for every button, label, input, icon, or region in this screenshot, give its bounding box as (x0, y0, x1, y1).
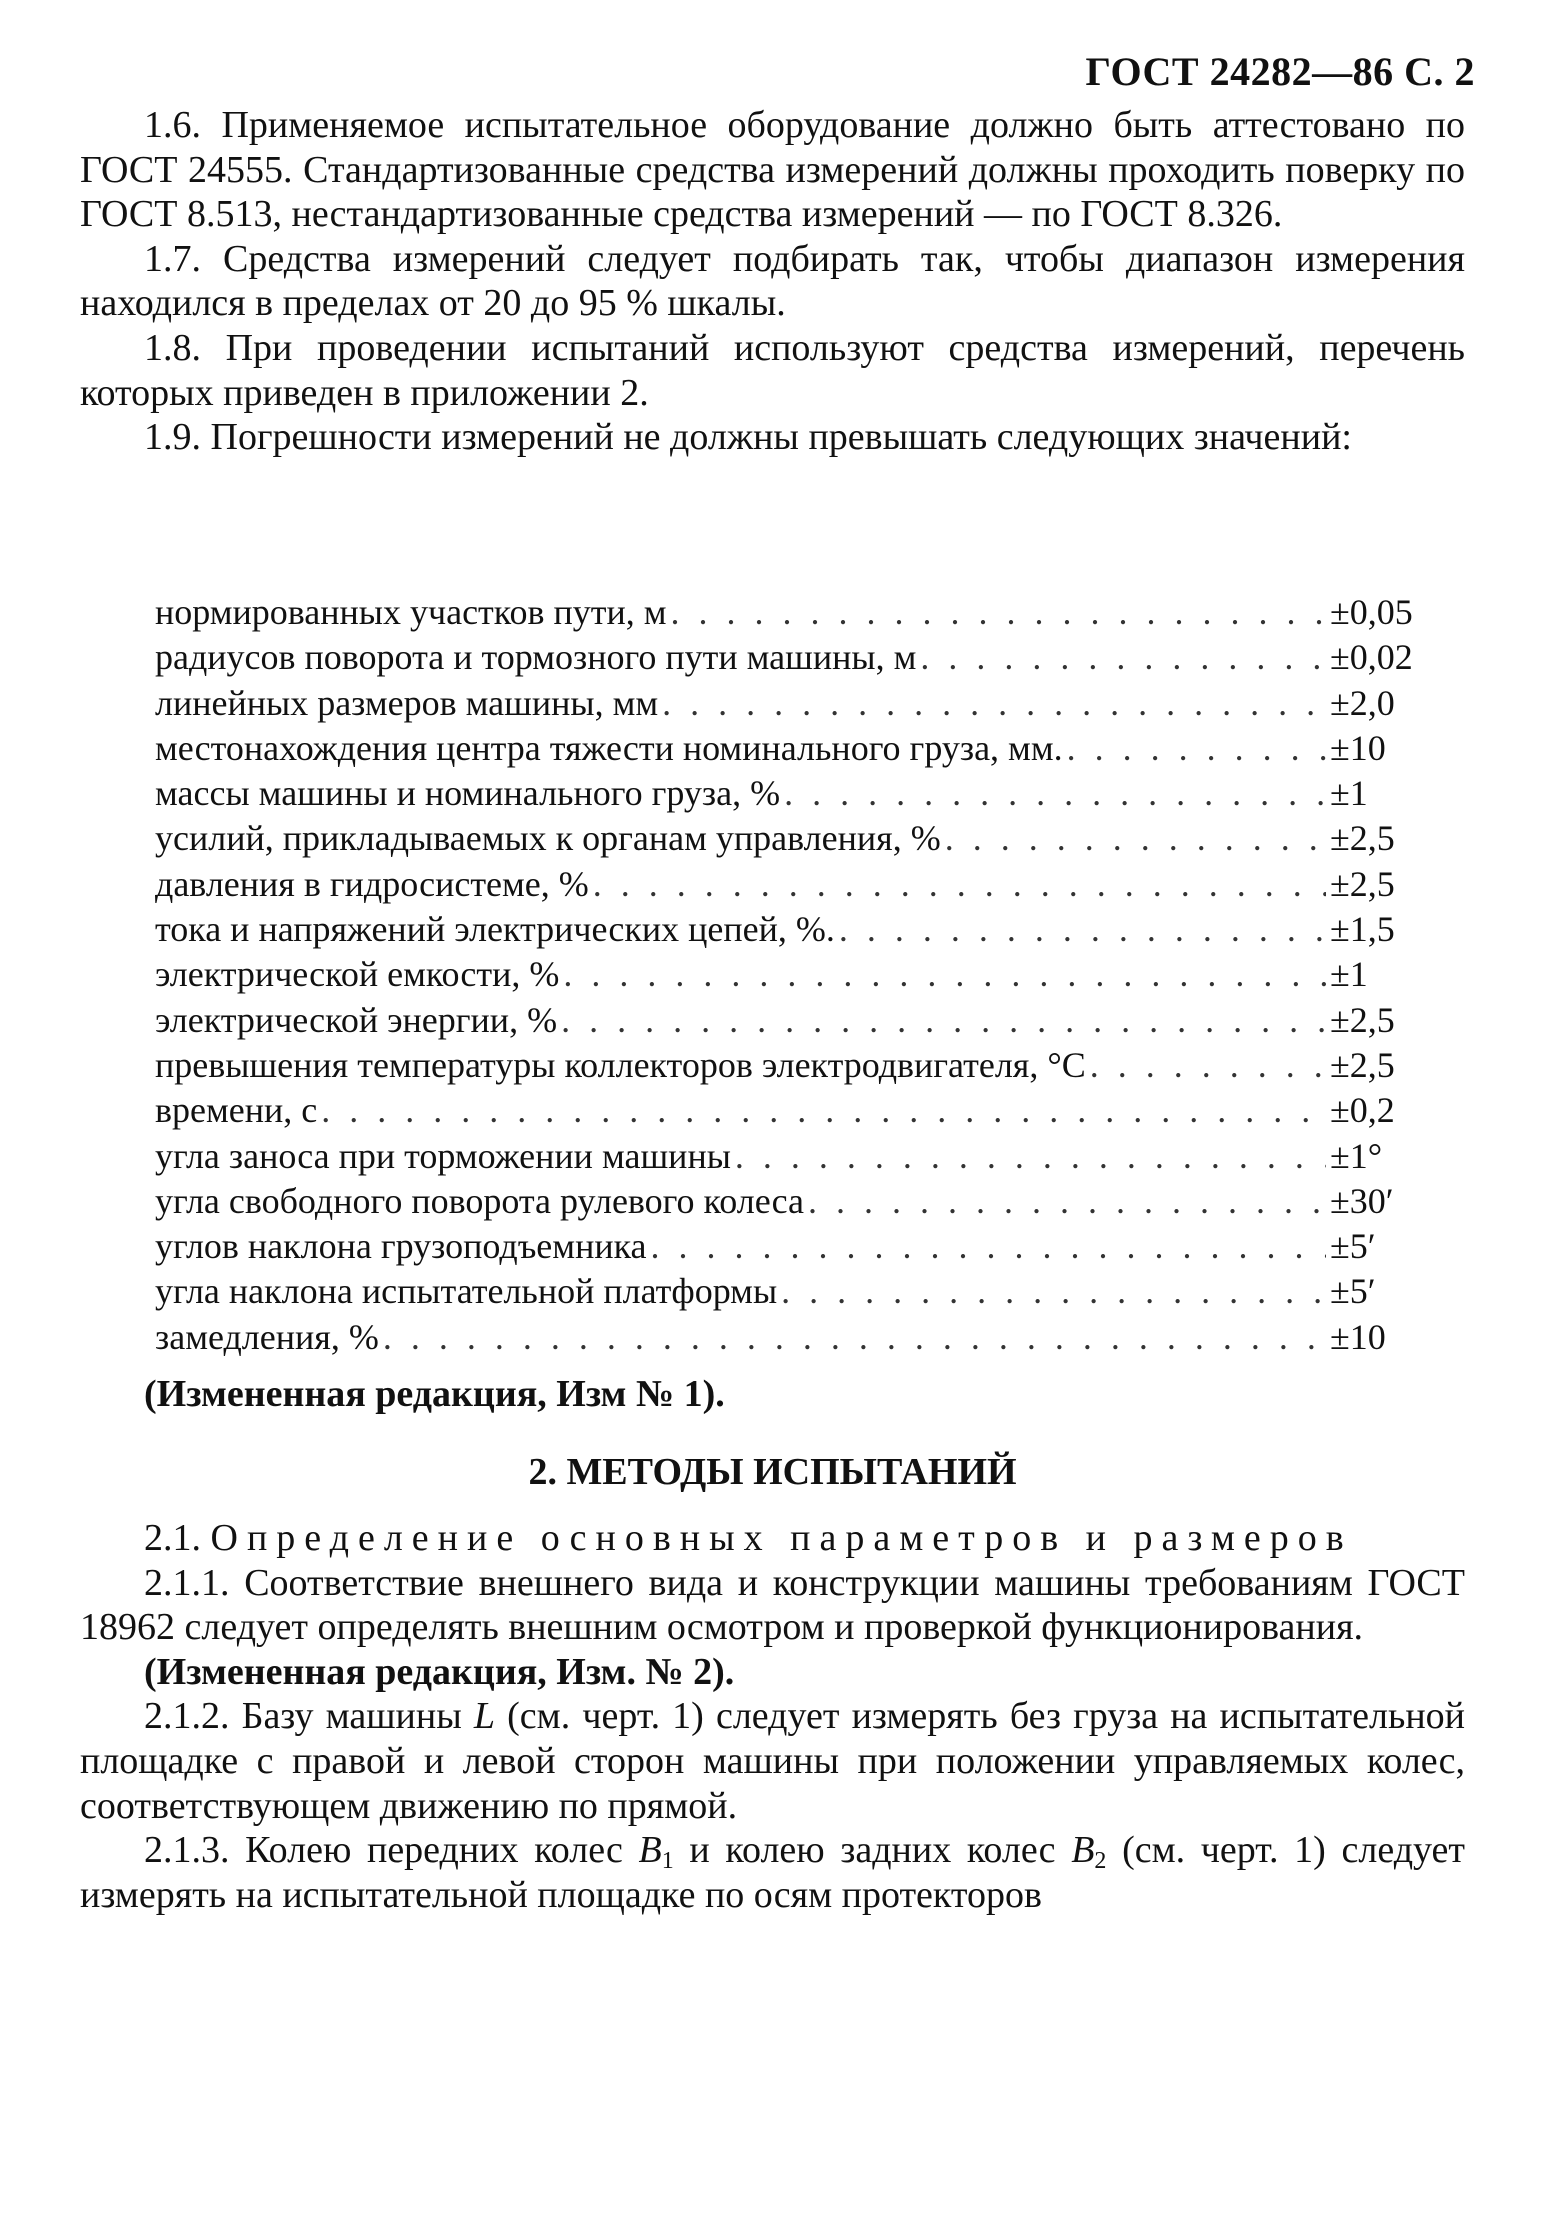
tolerance-row (155, 816, 1445, 861)
variable-L: L (473, 1695, 496, 1738)
dot-leader (781, 1269, 1326, 1314)
paragraph-2-1-3-middle: и колею задних колес (673, 1829, 1072, 1872)
tolerance-value: ±1° (1330, 1135, 1383, 1176)
tolerance-value: ±1 (1330, 954, 1368, 995)
paragraph-2-1-3 (80, 1828, 1465, 1917)
paragraph-2-1-2 (80, 1694, 1465, 1828)
paragraph-2-1-2-start: 2.1.2. Базу машины (144, 1695, 474, 1738)
tolerance-value: ±2,5 (1330, 863, 1395, 904)
tolerance-row (155, 1315, 1445, 1360)
subsection-2-1-title: Определение основных параметров и размеров (210, 1517, 1353, 1559)
tolerance-value: ±2,5 (1330, 818, 1395, 859)
tolerance-value: ±5′ (1330, 1271, 1376, 1312)
tolerance-value: ±1 (1330, 773, 1368, 814)
paragraph-2-1-2-end: (см. черт. 1) следует измерять без груза на испытательной площадке с правой и левой сторон машины при положении управляемых колес, соответствующем движению по прямой. (80, 1695, 1465, 1827)
tolerance-row (155, 998, 1445, 1043)
dot-leader (920, 635, 1326, 680)
tolerance-value: ±30′ (1330, 1180, 1394, 1221)
amendment-note-2: (Измененная редакция, Изм. № 2). (144, 1650, 735, 1693)
tolerance-value: ±1,5 (1330, 909, 1395, 950)
section-2-title: 2. МЕТОДЫ ИСПЫТАНИЙ (528, 1451, 1017, 1493)
dot-leader (321, 1088, 1326, 1133)
tolerance-value: ±10 (1330, 1316, 1386, 1357)
dot-leader (945, 816, 1326, 861)
dot-leader (651, 1224, 1326, 1269)
tolerance-value: ±2,5 (1330, 999, 1395, 1040)
subscript-2: 2 (1094, 1848, 1107, 1875)
tolerance-value: ±2,5 (1330, 1044, 1395, 1085)
tolerance-label: углов наклона грузоподъемника (155, 1226, 647, 1267)
dot-leader (1067, 726, 1326, 771)
tolerance-label: угла наклона испытательной платформы (155, 1271, 778, 1312)
tolerance-label: давления в гидросистеме, % (155, 863, 589, 904)
paragraph-2-1-3-start: 2.1.3. Колею передних колес (144, 1829, 639, 1872)
tolerance-row (155, 1179, 1445, 1224)
dot-leader (808, 1179, 1326, 1224)
section2-paragraphs (80, 1516, 1465, 1917)
tolerance-label: замедления, % (155, 1316, 379, 1357)
tolerance-value: ±0,2 (1330, 1090, 1395, 1131)
tolerance-row (155, 590, 1445, 635)
tolerance-label: усилий, прикладываемых к органам управления, % (155, 818, 941, 859)
dot-leader (784, 771, 1326, 816)
tolerance-label: времени, с (155, 1090, 318, 1131)
subsection-2-1-heading (80, 1516, 1465, 1561)
tolerance-row (155, 681, 1445, 726)
dot-leader (735, 1134, 1326, 1179)
tolerance-list (155, 590, 1445, 1360)
paragraph-1-7: 1.7. Средства измерений следует подбирать так, чтобы диапазон измерения находился в пределах от 20 до 95 % шкалы. (80, 237, 1465, 325)
dot-leader (561, 998, 1326, 1043)
paragraph-1-8: 1.8. При проведении испытаний используют средства измерений, перечень которых приведен в приложении 2. (80, 326, 1465, 414)
tolerance-label: местонахождения центра тяжести номинального груза, мм. (155, 727, 1063, 768)
tolerance-value: ±0,02 (1330, 637, 1413, 678)
tolerance-row (155, 1224, 1445, 1269)
page-header: ГОСТ 24282—86 С. 2 (1085, 49, 1475, 94)
amendment-note-1: (Измененная редакция, Изм № 1). (144, 1373, 725, 1415)
tolerance-label: электрической энергии, % (155, 999, 558, 1040)
subscript-1: 1 (661, 1848, 674, 1875)
variable-B1: B (638, 1829, 662, 1872)
tolerance-value: ±2,0 (1330, 682, 1395, 723)
paragraph-1-9: 1.9. Погрешности измерений не должны превышать следующих значений: (144, 416, 1352, 459)
tolerance-label: линейных размеров машины, мм (155, 682, 659, 723)
tolerance-row (155, 1043, 1445, 1088)
tolerance-label: нормированных участков пути, м (155, 592, 667, 632)
tolerance-row (155, 1269, 1445, 1314)
paragraph-1-6: 1.6. Применяемое испытательное оборудование должно быть аттестовано по ГОСТ 24555. Стандартизованные средства измерений должны проходить поверку по ГОСТ 8.513, нестандартизованные средства измерений — по ГОСТ 8.326. (80, 104, 1465, 236)
dot-leader (593, 862, 1326, 907)
tolerance-label: массы машины и номинального груза, % (155, 773, 781, 814)
paragraph-2-1-3-end: (см. черт. 1) следует измерять на испытательной площадке по осям протекторов (80, 1829, 1465, 1916)
tolerance-label: радиусов поворота и тормозного пути машины, м (155, 637, 917, 678)
tolerance-label: тока и напряжений электрических цепей, %. (155, 909, 835, 950)
tolerance-label: угла свободного поворота рулевого колеса (155, 1180, 804, 1221)
tolerance-row (155, 952, 1445, 997)
tolerance-value: ±5′ (1330, 1226, 1376, 1267)
variable-B2: B (1071, 1829, 1095, 1872)
tolerance-label: угла заноса при торможении машины (155, 1135, 731, 1176)
tolerance-label: превышения температуры коллекторов электродвигателя, °С (155, 1044, 1086, 1085)
amendment-1-block (80, 1372, 1465, 1417)
paragraph-2-1-1: 2.1.1. Соответствие внешнего вида и конструкции машины требованиям ГОСТ 18962 следует определять внешним осмотром и проверкой функционирования. (80, 1561, 1465, 1649)
tolerance-row (155, 1088, 1445, 1133)
dot-leader (563, 952, 1326, 997)
section1-paragraphs (80, 103, 1465, 460)
subsection-2-1-number: 2.1. (144, 1517, 201, 1559)
tolerance-value: ±10 (1330, 727, 1386, 768)
dot-leader (1090, 1043, 1326, 1088)
tolerance-row (155, 771, 1445, 816)
dot-leader (671, 590, 1327, 635)
tolerance-row (155, 907, 1445, 952)
dot-leader (839, 907, 1326, 952)
tolerance-label: электрической емкости, % (155, 954, 560, 995)
tolerance-row (155, 1134, 1445, 1179)
tolerance-row (155, 726, 1445, 771)
tolerance-row (155, 635, 1445, 680)
dot-leader (383, 1315, 1326, 1360)
tolerance-value: ±0,05 (1330, 592, 1413, 632)
dot-leader (662, 681, 1326, 726)
tolerance-row (155, 862, 1445, 907)
